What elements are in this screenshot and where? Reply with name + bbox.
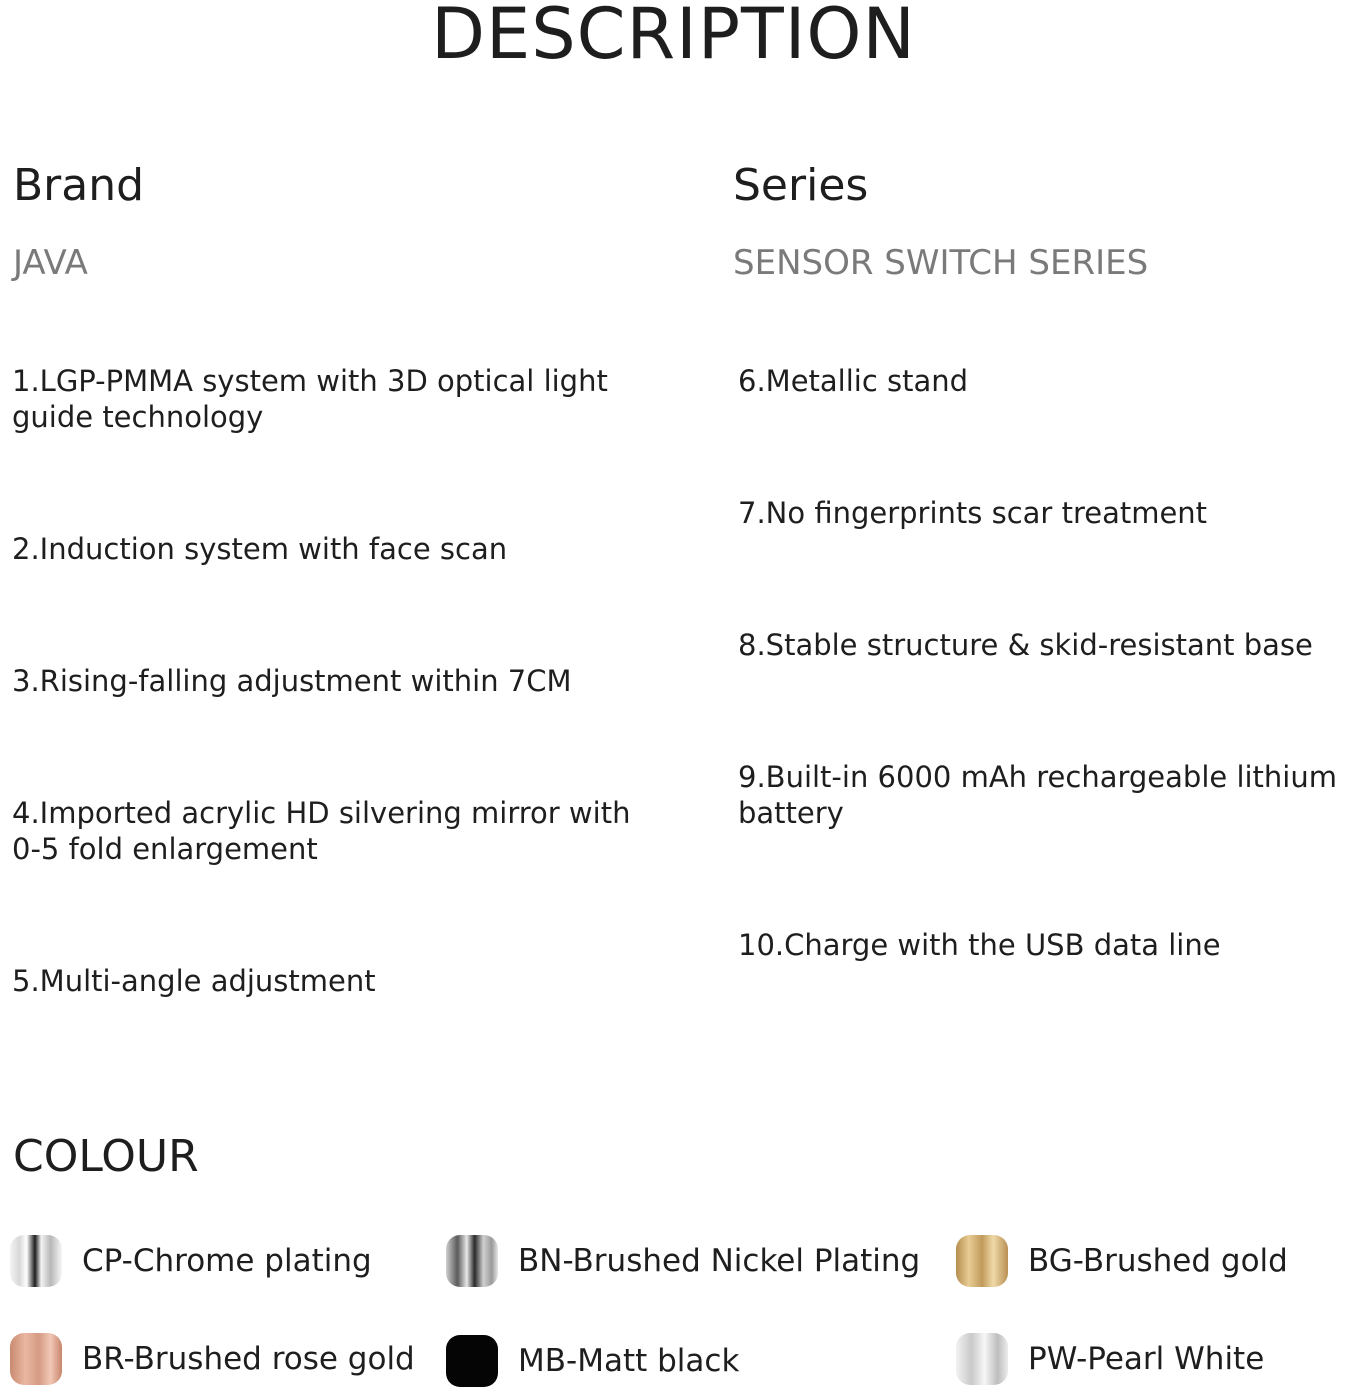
- pearl-white-swatch: [956, 1333, 1008, 1385]
- colour-option-cp: [10, 1234, 372, 1288]
- colour-option-mb: [446, 1334, 739, 1388]
- feature-item-10: 10.Charge with the USB data line: [738, 928, 1221, 962]
- colour-option-label: BN-Brushed Nickel Plating: [518, 1243, 921, 1279]
- colour-option-bn: [446, 1234, 920, 1288]
- feature-item-1: 1.LGP-PMMA system with 3D optical light guide technology: [12, 364, 608, 434]
- feature-item-2: 2.Induction system with face scan: [12, 532, 508, 566]
- feature-item-5: 5.Multi-angle adjustment: [12, 964, 376, 998]
- feature-item-7: 7.No fingerprints scar treatment: [738, 496, 1208, 530]
- colour-option-label: PW-Pearl White: [1028, 1341, 1265, 1377]
- brand-value: JAVA: [13, 243, 88, 283]
- brushed-gold-swatch: [956, 1235, 1008, 1287]
- chrome-swatch: [10, 1235, 62, 1287]
- feature-item-9: 9.Built-in 6000 mAh rechargeable lithium battery: [738, 760, 1337, 830]
- colour-option-label: BG-Brushed gold: [1028, 1243, 1288, 1279]
- brushed-nickel-swatch: [446, 1235, 498, 1287]
- colour-option-label: CP-Chrome plating: [82, 1243, 372, 1279]
- colour-option-bg: [956, 1234, 1288, 1288]
- feature-item-4: 4.Imported acrylic HD silvering mirror with 0-5 fold enlargement: [12, 796, 631, 866]
- feature-item-8: 8.Stable structure & skid-resistant base: [738, 628, 1313, 662]
- colour-option-label: BR-Brushed rose gold: [82, 1341, 415, 1377]
- brand-label: Brand: [13, 160, 145, 211]
- colour-option-br: [10, 1332, 415, 1386]
- rose-gold-swatch: [10, 1333, 62, 1385]
- colour-heading: COLOUR: [13, 1131, 199, 1182]
- feature-item-3: 3.Rising-falling adjustment within 7CM: [12, 664, 572, 698]
- page-title: DESCRIPTION: [431, 0, 916, 75]
- colour-option-pw: [956, 1332, 1264, 1386]
- colour-option-label: MB-Matt black: [518, 1343, 740, 1379]
- matt-black-swatch: [446, 1335, 498, 1387]
- feature-item-6: 6.Metallic stand: [738, 364, 969, 398]
- series-label: Series: [733, 160, 869, 211]
- series-value: SENSOR SWITCH SERIES: [733, 243, 1149, 283]
